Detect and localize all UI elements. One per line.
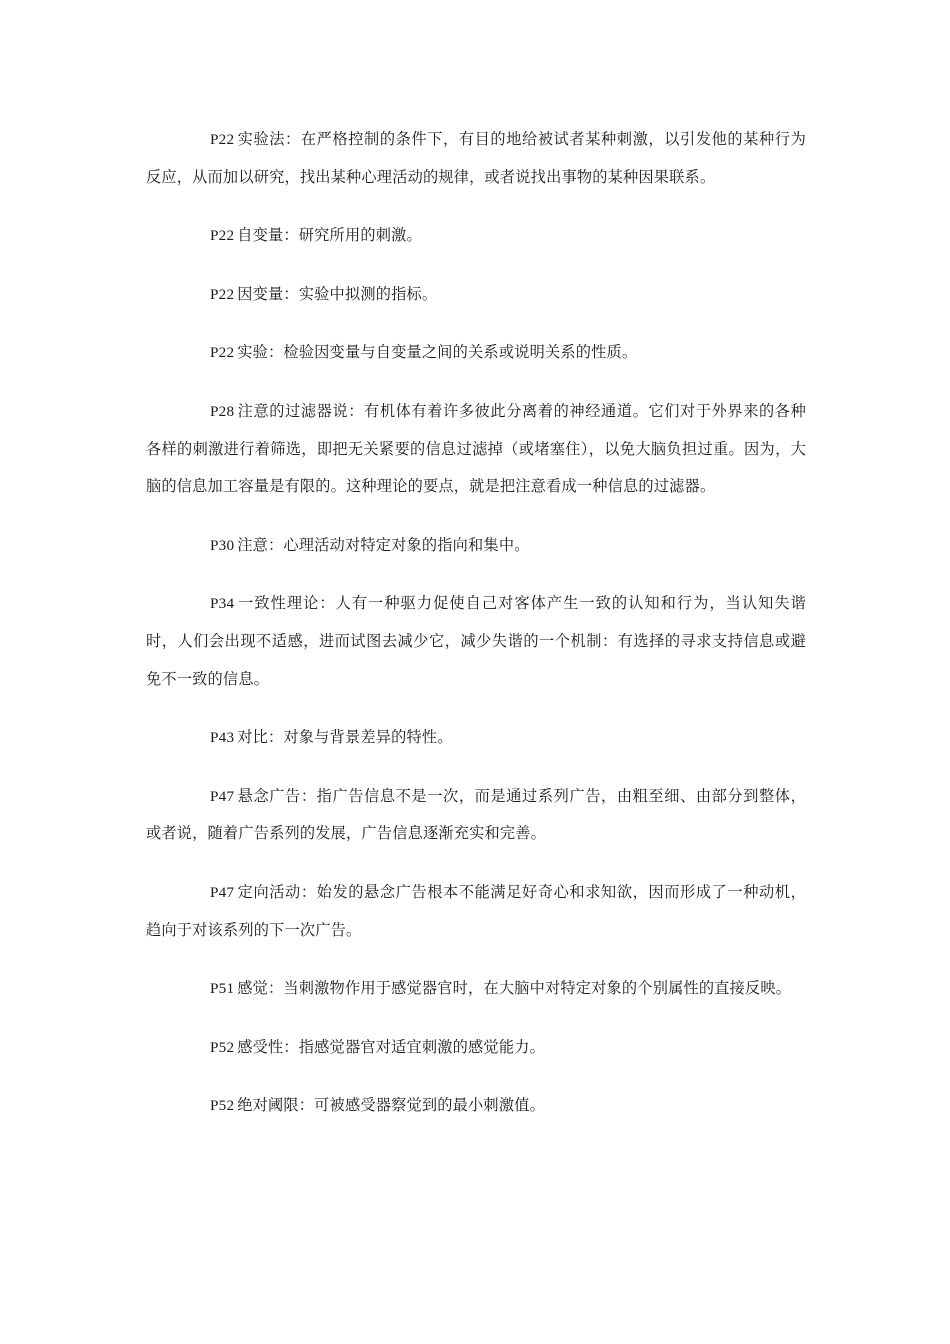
- paragraph-experiment-method: [146, 121, 806, 196]
- paragraph-sensitivity: [146, 1029, 806, 1067]
- paragraph-text: 感觉：当刺激物作用于感觉器官时，在大脑中对特定对象的个别属性的直接反映。: [237, 979, 792, 998]
- paragraph-text: 一致性理论：人有一种驱力促使自己对客体产生一致的认知和行为，当认知失谐时，人们会出现不适感，进而试图去减少它，减少失谐的一个机制：有选择的寻求支持信息或避免不一致的信息。: [146, 594, 806, 688]
- paragraph-dependent-variable: [146, 276, 806, 314]
- page-ref: P52: [210, 1097, 235, 1115]
- paragraph-text: 注意：心理活动对特定对象的指向和集中。: [237, 535, 530, 554]
- page-ref: P47: [210, 883, 235, 901]
- page-ref: P52: [210, 1038, 235, 1056]
- page-ref: P30: [210, 536, 235, 554]
- paragraph-independent-variable: [146, 217, 806, 255]
- paragraph-filter-theory: [146, 393, 806, 506]
- paragraph-text: 因变量：实验中拟测的指标。: [237, 284, 438, 303]
- paragraph-consistency-theory: [146, 585, 806, 698]
- paragraph-text: 实验法：在严格控制的条件下，有目的地给被试者某种刺激，以引发他的某种行为反应，从而加以研究，找出某种心理活动的规律，或者说找出事物的某种因果联系。: [146, 130, 806, 186]
- paragraph-attention: [146, 527, 806, 565]
- paragraph-orienting-activity: [146, 874, 806, 949]
- document-body: [146, 121, 806, 1146]
- paragraph-text: 自变量：研究所用的刺激。: [237, 226, 422, 245]
- page-ref: P22: [210, 131, 235, 148]
- paragraph-sensation: [146, 970, 806, 1008]
- page-ref: P22: [210, 344, 235, 362]
- page-ref: P43: [210, 729, 235, 747]
- paragraph-contrast: [146, 719, 806, 757]
- page-ref: P22: [210, 227, 235, 245]
- paragraph-text: 注意的过滤器说：有机体有着许多彼此分离着的神经通道。它们对于外界来的各种各样的刺激进行着筛选，即把无关紧要的信息过滤掉（或堵塞住），以免大脑负担过重。因为，大脑的信息加工容量是有限的。这种理论的要点，就是把注意看成一种信息的过滤器。: [146, 401, 806, 496]
- page-ref: P47: [210, 787, 235, 805]
- paragraph-experiment: [146, 334, 806, 372]
- page-ref: P28: [210, 402, 235, 420]
- page-ref: P51: [210, 980, 235, 998]
- paragraph-text: 定向活动：始发的悬念广告根本不能满足好奇心和求知欲，因而形成了一种动机，趋向于对该系列的下一次广告。: [146, 882, 806, 939]
- paragraph-suspense-ad: [146, 778, 806, 853]
- paragraph-text: 实验：检验因变量与自变量之间的关系或说明关系的性质。: [237, 343, 638, 362]
- paragraph-text: 悬念广告：指广告信息不是一次，而是通过系列广告，由粗至细、由部分到整体，或者说，随着广告系列的发展，广告信息逐渐充实和完善。: [146, 786, 806, 843]
- paragraph-text: 对比：对象与背景差异的特性。: [237, 728, 453, 747]
- paragraph-absolute-threshold: [146, 1087, 806, 1125]
- page-ref: P22: [210, 285, 235, 303]
- paragraph-text: 感受性：指感觉器官对适宜刺激的感觉能力。: [237, 1037, 545, 1056]
- paragraph-text: 绝对阈限：可被感受器察觉到的最小刺激值。: [237, 1096, 545, 1115]
- page-ref: P34: [210, 595, 235, 613]
